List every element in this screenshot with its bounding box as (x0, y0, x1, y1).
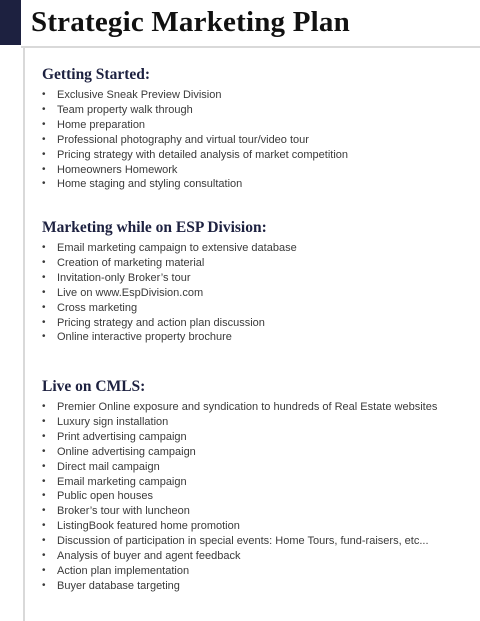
list-item: • Home preparation (42, 118, 472, 133)
list-item: • Buyer database targeting (42, 579, 472, 594)
accent-block (0, 0, 21, 45)
list-item: • Creation of marketing material (42, 256, 472, 271)
list-item: • Live on www.EspDivision.com (42, 286, 472, 301)
side-divider (23, 48, 25, 621)
section-heading: Getting Started: (42, 66, 151, 83)
list-item: • Broker’s tour with luncheon (42, 504, 472, 519)
list-item: • Professional photography and virtual tour/video tour (42, 133, 472, 148)
list-item: • Premier Online exposure and syndication to hundreds of Real Estate websites (42, 400, 472, 415)
page-title: Strategic Marketing Plan (31, 6, 350, 38)
list-item: • Pricing strategy and action plan discussion (42, 316, 472, 331)
list-item: • Email marketing campaign (42, 475, 472, 490)
list-item: • Print advertising campaign (42, 430, 472, 445)
list-item: • Cross marketing (42, 301, 472, 316)
list-item: • Discussion of participation in special events: Home Tours, fund-raisers, etc... (42, 534, 472, 549)
list-item: • Action plan implementation (42, 564, 472, 579)
section-live-on-cmls (42, 378, 472, 594)
list-item: • Luxury sign installation (42, 415, 472, 430)
list-item: • ListingBook featured home promotion (42, 519, 472, 534)
list-item: • Public open houses (42, 489, 472, 504)
list-item: • Homeowners Homework (42, 163, 472, 178)
list-item: • Email marketing campaign to extensive database (42, 241, 472, 256)
section-heading: Marketing while on ESP Division: (42, 219, 267, 236)
title-divider (21, 46, 480, 48)
list-item: • Pricing strategy with detailed analysis of market competition (42, 148, 472, 163)
section-esp-division (42, 219, 472, 345)
list-item: • Team property walk through (42, 103, 472, 118)
list-item: • Direct mail campaign (42, 460, 472, 475)
bullet-list (42, 241, 472, 345)
list-item: • Online advertising campaign (42, 445, 472, 460)
section-heading: Live on CMLS: (42, 378, 146, 395)
list-item: • Analysis of buyer and agent feedback (42, 549, 472, 564)
list-item: • Online interactive property brochure (42, 330, 472, 345)
bullet-list (42, 88, 472, 192)
list-item: • Exclusive Sneak Preview Division (42, 88, 472, 103)
list-item: • Home staging and styling consultation (42, 177, 472, 192)
section-getting-started (42, 66, 472, 192)
bullet-list (42, 400, 472, 594)
list-item: • Invitation-only Broker’s tour (42, 271, 472, 286)
